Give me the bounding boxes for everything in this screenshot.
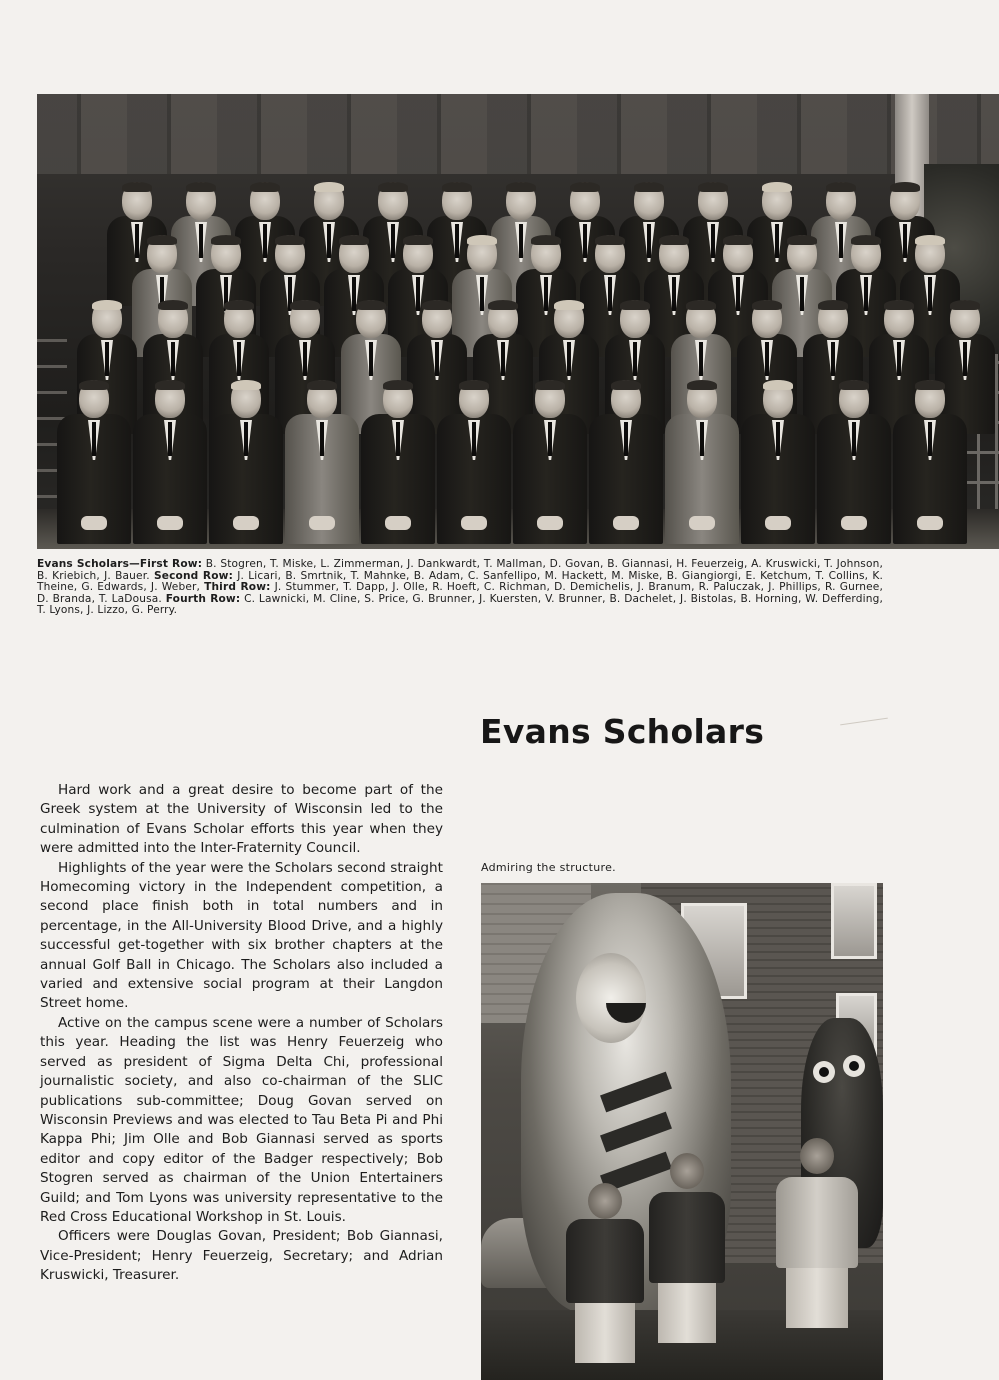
face bbox=[250, 182, 280, 220]
hair bbox=[535, 380, 565, 390]
caption-fourth-label: Fourth Row: bbox=[165, 592, 241, 605]
caption-first-row: B. Stogren, T. Miske, L. Zimmerman, J. Dankwardt, T. Mallman, D. Govan, B. Giannasi, H. Feuerzeig, A. Kruswicki, T. Johnson, B. Kriebich, J. Bauer. bbox=[37, 558, 883, 582]
float-face bbox=[576, 953, 646, 1043]
face bbox=[290, 300, 320, 338]
hair bbox=[158, 300, 188, 310]
face bbox=[224, 300, 254, 338]
hair bbox=[787, 235, 817, 245]
hair bbox=[422, 300, 452, 310]
tie bbox=[391, 224, 395, 258]
page-title: Evans Scholars bbox=[480, 712, 765, 751]
spectator-head bbox=[588, 1183, 622, 1219]
tie bbox=[699, 342, 703, 376]
article-body bbox=[40, 781, 443, 1286]
group-member bbox=[665, 414, 739, 544]
face bbox=[890, 182, 920, 220]
group-member bbox=[589, 414, 663, 544]
tie bbox=[480, 277, 484, 311]
face bbox=[762, 182, 792, 220]
tie bbox=[548, 422, 552, 456]
hair bbox=[687, 380, 717, 390]
spectator-head bbox=[670, 1153, 704, 1189]
face bbox=[339, 235, 369, 273]
spectator bbox=[566, 1183, 644, 1303]
face bbox=[155, 380, 185, 418]
face bbox=[620, 300, 650, 338]
hands bbox=[917, 516, 943, 530]
hair bbox=[92, 300, 122, 310]
group-member bbox=[133, 414, 207, 544]
spectator-jacket bbox=[566, 1219, 644, 1303]
face bbox=[535, 380, 565, 418]
tie bbox=[608, 277, 612, 311]
paragraph-3: Active on the campus scene were a number of Scholars this year. Heading the list was Henry Feuerzeig who served as president of Sigma Delta Chi, professional journalistic society, and also co-chairman of the SLIC publications sub-committee; Doug Govan served on Wisconsin Previews and was elected to Tau Beta Pi and Phi Kappa Phi; Jim Olle and Bob Giannasi served as sports editor and copy editor of the Badger respectively; Bob Stogren served as chairman of the Union Entertainers Guild; and Tom Lyons was university representative to the Red Cross Educational Workshop in St. Louis. bbox=[40, 1014, 443, 1225]
hair bbox=[554, 300, 584, 310]
paragraph-2: Highlights of the year were the Scholars second straight Homecoming victory in the Independent competition, a second place finish both in total numbers and in percentage, in the All-University Blood Drive, and a highly successful get-together with six brother chapters at the annual Golf Ball in Chicago. The Scholars also included a varied and extensive social program at their Langdon Street home. bbox=[40, 859, 443, 1012]
face bbox=[826, 182, 856, 220]
spectator-jacket bbox=[649, 1192, 725, 1283]
tie bbox=[928, 422, 932, 456]
tie bbox=[711, 224, 715, 258]
hair bbox=[915, 380, 945, 390]
float-photo bbox=[481, 883, 883, 1380]
hair bbox=[763, 380, 793, 390]
tie bbox=[519, 224, 523, 258]
tie bbox=[396, 422, 400, 456]
tie bbox=[416, 277, 420, 311]
hair bbox=[231, 380, 261, 390]
spectator bbox=[649, 1153, 725, 1283]
paragraph-1: Hard work and a great desire to become part of the Greek system at the University of Wisconsin led to the culmination of Evans Scholar efforts this year when they were admitted into the Inter-Fraternity Council. bbox=[40, 782, 443, 857]
tie bbox=[501, 342, 505, 376]
group-member bbox=[361, 414, 435, 544]
hair bbox=[459, 380, 489, 390]
owl-eye bbox=[813, 1061, 835, 1083]
hands bbox=[385, 516, 411, 530]
hair bbox=[723, 235, 753, 245]
hands bbox=[841, 516, 867, 530]
tie bbox=[831, 342, 835, 376]
hair bbox=[595, 235, 625, 245]
hair bbox=[122, 182, 152, 192]
hair bbox=[570, 182, 600, 192]
tie bbox=[320, 422, 324, 456]
hair bbox=[818, 300, 848, 310]
hair bbox=[467, 235, 497, 245]
tie bbox=[567, 342, 571, 376]
face bbox=[442, 182, 472, 220]
group-member bbox=[513, 414, 587, 544]
paragraph-4: Officers were Douglas Govan, President; Bob Giannasi, Vice-President; Henry Feuerzeig, Secretary; and Adrian Kruswicki, Treasurer. bbox=[40, 1228, 443, 1284]
group-member bbox=[209, 414, 283, 544]
group-member bbox=[741, 414, 815, 544]
face bbox=[659, 235, 689, 273]
face bbox=[818, 300, 848, 338]
tie bbox=[963, 342, 967, 376]
face bbox=[422, 300, 452, 338]
tie bbox=[839, 224, 843, 258]
hair bbox=[762, 182, 792, 192]
group-member bbox=[437, 414, 511, 544]
face bbox=[314, 182, 344, 220]
tie bbox=[237, 342, 241, 376]
face bbox=[356, 300, 386, 338]
hair bbox=[383, 380, 413, 390]
hair bbox=[290, 300, 320, 310]
face bbox=[698, 182, 728, 220]
face bbox=[147, 235, 177, 273]
face bbox=[275, 235, 305, 273]
hair bbox=[659, 235, 689, 245]
face bbox=[787, 235, 817, 273]
hair bbox=[915, 235, 945, 245]
window bbox=[831, 883, 877, 959]
tie bbox=[736, 277, 740, 311]
face bbox=[686, 300, 716, 338]
face bbox=[231, 380, 261, 418]
face bbox=[459, 380, 489, 418]
face bbox=[531, 235, 561, 273]
face bbox=[467, 235, 497, 273]
hair bbox=[634, 182, 664, 192]
hair bbox=[686, 300, 716, 310]
photo-caption-names bbox=[37, 559, 883, 617]
hands bbox=[537, 516, 563, 530]
hair bbox=[403, 235, 433, 245]
hands bbox=[461, 516, 487, 530]
hair bbox=[250, 182, 280, 192]
hair bbox=[950, 300, 980, 310]
spectator-pants bbox=[658, 1283, 716, 1343]
hair bbox=[531, 235, 561, 245]
spectator bbox=[776, 1138, 858, 1268]
face bbox=[92, 300, 122, 338]
hair bbox=[851, 235, 881, 245]
hair bbox=[79, 380, 109, 390]
hair bbox=[211, 235, 241, 245]
owl-eye bbox=[843, 1055, 865, 1077]
tie bbox=[897, 342, 901, 376]
spectator-pants bbox=[575, 1303, 634, 1363]
decorative-rule bbox=[840, 718, 888, 726]
tie bbox=[700, 422, 704, 456]
tie bbox=[800, 277, 804, 311]
hands bbox=[689, 516, 715, 530]
tie bbox=[583, 224, 587, 258]
tie bbox=[105, 342, 109, 376]
face bbox=[950, 300, 980, 338]
group-member bbox=[57, 414, 131, 544]
spectator-head bbox=[800, 1138, 834, 1174]
tie bbox=[864, 277, 868, 311]
face bbox=[915, 380, 945, 418]
face bbox=[158, 300, 188, 338]
face bbox=[570, 182, 600, 220]
spectator-jacket bbox=[776, 1177, 858, 1268]
tie bbox=[633, 342, 637, 376]
tie bbox=[672, 277, 676, 311]
face bbox=[763, 380, 793, 418]
face bbox=[403, 235, 433, 273]
hair bbox=[378, 182, 408, 192]
face bbox=[488, 300, 518, 338]
tie bbox=[765, 342, 769, 376]
face bbox=[383, 380, 413, 418]
tie bbox=[852, 422, 856, 456]
tie bbox=[544, 277, 548, 311]
hair bbox=[611, 380, 641, 390]
tie bbox=[624, 422, 628, 456]
hands bbox=[233, 516, 259, 530]
face bbox=[611, 380, 641, 418]
face bbox=[506, 182, 536, 220]
tie bbox=[776, 422, 780, 456]
tie bbox=[928, 277, 932, 311]
hair bbox=[307, 380, 337, 390]
caption-fourth-row: C. Lawnicki, M. Cline, S. Price, G. Brunner, J. Kuersten, V. Brunner, B. Dachelet, J. Bistolas, B. Horning, W. Defferding, T. Lyons, J. Lizzo, G. Perry. bbox=[37, 592, 883, 617]
hands bbox=[613, 516, 639, 530]
face bbox=[723, 235, 753, 273]
hair bbox=[147, 235, 177, 245]
group-member bbox=[285, 414, 359, 544]
face bbox=[915, 235, 945, 273]
hands bbox=[81, 516, 107, 530]
hair bbox=[155, 380, 185, 390]
tie bbox=[435, 342, 439, 376]
face bbox=[851, 235, 881, 273]
face bbox=[595, 235, 625, 273]
caption-third-label: Third Row: bbox=[204, 581, 271, 594]
hair bbox=[275, 235, 305, 245]
hair bbox=[752, 300, 782, 310]
hair bbox=[890, 182, 920, 192]
face bbox=[687, 380, 717, 418]
hair bbox=[620, 300, 650, 310]
hands bbox=[157, 516, 183, 530]
face bbox=[634, 182, 664, 220]
hands bbox=[765, 516, 791, 530]
hair bbox=[442, 182, 472, 192]
float-photo-caption: Admiring the structure. bbox=[481, 861, 616, 874]
tie bbox=[455, 224, 459, 258]
tie bbox=[369, 342, 373, 376]
hair bbox=[698, 182, 728, 192]
tie bbox=[472, 422, 476, 456]
face bbox=[211, 235, 241, 273]
face bbox=[839, 380, 869, 418]
tie bbox=[168, 422, 172, 456]
face bbox=[122, 182, 152, 220]
hair bbox=[826, 182, 856, 192]
tie bbox=[303, 342, 307, 376]
tie bbox=[199, 224, 203, 258]
group-member bbox=[817, 414, 891, 544]
tie bbox=[171, 342, 175, 376]
spectator-pants bbox=[786, 1268, 848, 1328]
hair bbox=[339, 235, 369, 245]
hair bbox=[356, 300, 386, 310]
group-photo bbox=[37, 94, 999, 549]
hands bbox=[309, 516, 335, 530]
caption-second-row: J. Licari, B. Smrtnik, T. Mahnke, B. Adam, C. Sanfellipo, M. Hackett, M. Miske, B. Giangiorgi, E. Ketchum, T. Collins, K. Theine, G. Edwards, J. Weber, bbox=[37, 569, 884, 594]
face bbox=[79, 380, 109, 418]
hair bbox=[488, 300, 518, 310]
hair bbox=[884, 300, 914, 310]
tie bbox=[135, 224, 139, 258]
tie bbox=[327, 224, 331, 258]
hair bbox=[314, 182, 344, 192]
caption-lead: Evans Scholars—First Row: bbox=[37, 558, 203, 570]
hair bbox=[839, 380, 869, 390]
tie bbox=[647, 224, 651, 258]
caption-second-label: Second Row: bbox=[153, 569, 233, 582]
hair bbox=[186, 182, 216, 192]
face bbox=[554, 300, 584, 338]
face bbox=[186, 182, 216, 220]
tie bbox=[263, 224, 267, 258]
hair bbox=[224, 300, 254, 310]
group-member bbox=[893, 414, 967, 544]
tie bbox=[903, 224, 907, 258]
tie bbox=[775, 224, 779, 258]
face bbox=[752, 300, 782, 338]
caption-third-row: J. Stummer, T. Dapp, J. Olle, R. Hoeft, C. Richman, D. Demichelis, J. Branum, R. Paluczak, J. Phillips, R. Gurnee, D. Branda, T. LaDousa. bbox=[37, 581, 883, 605]
building-facade bbox=[37, 94, 999, 174]
face bbox=[378, 182, 408, 220]
tie bbox=[244, 422, 248, 456]
hair bbox=[506, 182, 536, 192]
face bbox=[884, 300, 914, 338]
face bbox=[307, 380, 337, 418]
tie bbox=[92, 422, 96, 456]
